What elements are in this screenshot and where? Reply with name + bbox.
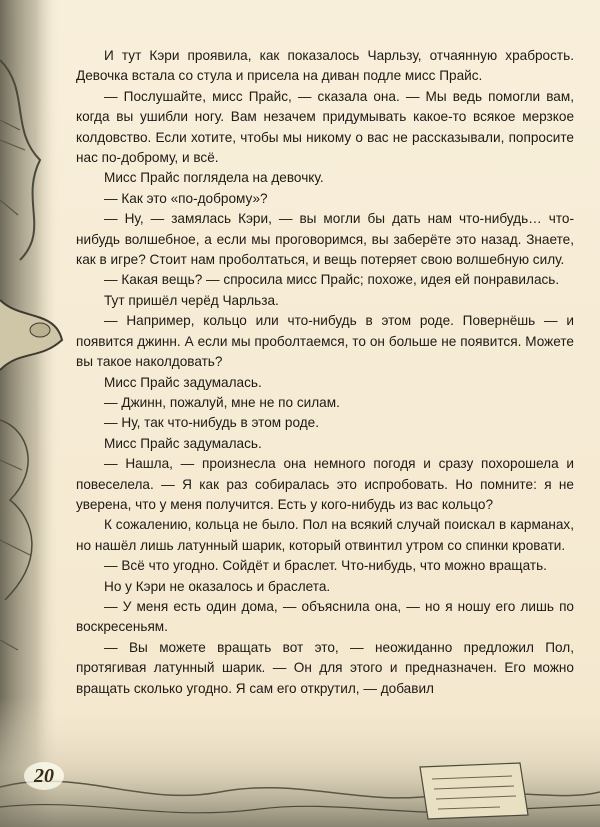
paragraph: Мисс Прайс задумалась. bbox=[104, 435, 262, 451]
paragraph: Мисс Прайс задумалась. bbox=[104, 374, 262, 390]
paragraph: Но у Кэри не оказалось и браслета. bbox=[104, 578, 331, 594]
paragraph: — Как это «по-доброму»? bbox=[104, 190, 268, 206]
paragraph: — Вы можете вращать вот это, — неожиданно предложил Пол, протягивая латунный шарик. — Он для этого и предназначен. Его можно вращать сколько угодно. Я сам его открутил, — добавил bbox=[76, 639, 574, 696]
paragraph: — Ну, так что-нибудь в этом роде. bbox=[104, 415, 319, 431]
paragraph: Мисс Прайс поглядела на девочку. bbox=[104, 170, 324, 186]
paragraph: — Ну, — замялась Кэри, — вы могли бы дать нам что-нибудь… что-нибудь волшебное, а если мы проговоримся, вы заберёте это назад. Знаете, как в игре? Стоит нам проболтаться, и вещь потеряет свою волшебную силу. bbox=[76, 211, 574, 268]
paragraph: — Всё что угодно. Сойдёт и браслет. Что-нибудь, что можно вращать. bbox=[104, 558, 547, 574]
paragraph: К сожалению, кольца не было. Пол на всякий случай поискал в карманах, но нашёл лишь латунный шарик, который отвинтил утром со спинки кровати. bbox=[76, 517, 574, 553]
paragraph: И тут Кэри проявила, как показалось Чарльзу, отчаянную храбрость. Девочка встала со стула и присела на диван подле мисс Прайс. bbox=[76, 48, 574, 84]
paragraph: Тут пришёл черёд Чарльза. bbox=[104, 292, 279, 308]
paragraph: — Какая вещь? — спросила мисс Прайс; похоже, идея ей понравилась. bbox=[104, 272, 560, 288]
page-number: 20 bbox=[24, 762, 64, 790]
paragraph: — Например, кольцо или что-нибудь в этом роде. Повернёшь — и появится джинн. А если мы проболтаемся, то он больше не появится. Можете вы такое наколдовать? bbox=[76, 313, 574, 370]
paragraph: — Послушайте, мисс Прайс, — сказала она. — Мы ведь помогли вам, когда вы ушибли ногу. Вам незачем придумывать какое-то всякое мерзкое колдовство. Если хотите, чтобы мы никому о вас не рассказывали, попросите нас по-доброму, и всё. bbox=[76, 88, 574, 166]
body-text bbox=[76, 46, 574, 699]
paragraph: — Джинн, пожалуй, мне не по силам. bbox=[104, 394, 340, 410]
bottom-border-illustration bbox=[0, 697, 600, 827]
scroll-paper-icon bbox=[420, 763, 528, 819]
paragraph: — У меня есть один дома, — объяснила она, — но я ношу его лишь по воскресеньям. bbox=[76, 598, 574, 635]
paragraph: — Нашла, — произнесла она немного погодя и сразу похорошела и повеселела. — Я как раз собиралась это испробовать. Но помните: я не уверена, что у меня получится. Есть у кого-нибудь из вас кольцо? bbox=[76, 456, 574, 512]
